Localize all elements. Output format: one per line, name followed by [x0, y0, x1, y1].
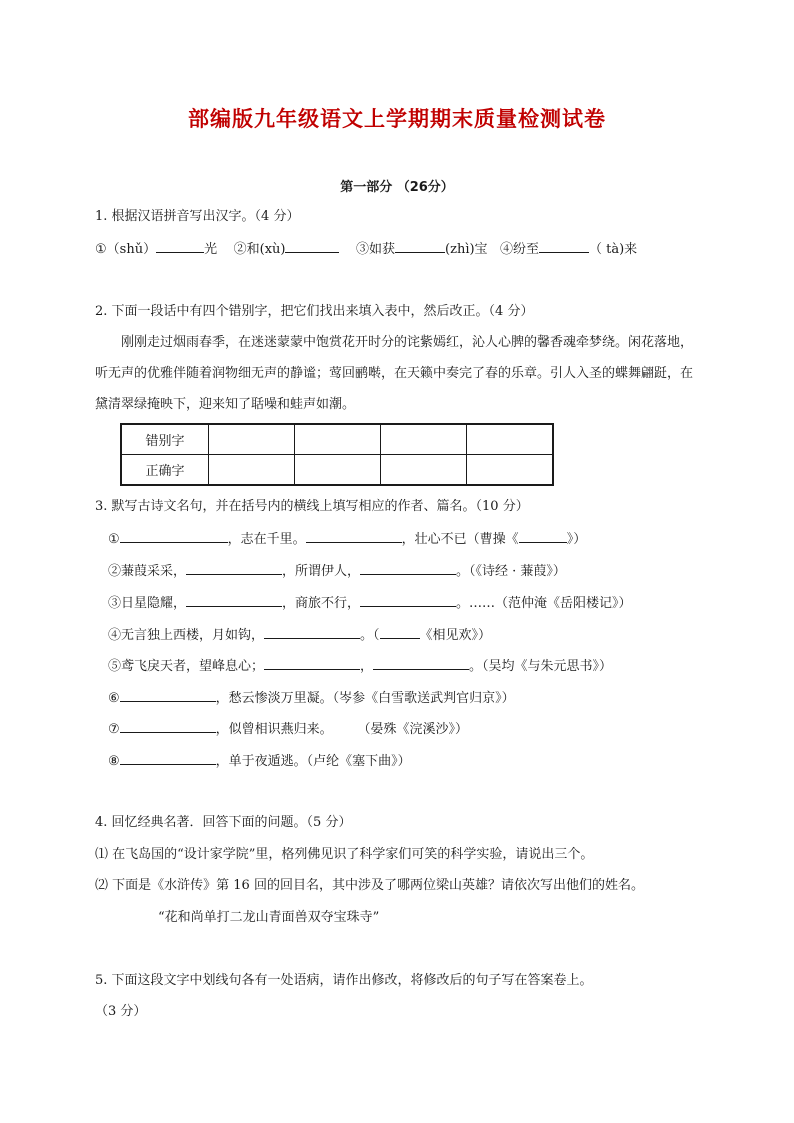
q3-text: ，所谓伊人， [282, 564, 361, 579]
q3-text: ④无言独上西楼，月如钩， [108, 628, 265, 643]
q3-text: ， [360, 659, 374, 674]
typo-cell[interactable] [295, 455, 381, 486]
q3-blank[interactable] [373, 655, 469, 670]
q3-text: ，商旅不行， [282, 596, 361, 611]
q3-text: ⑦ [108, 722, 120, 737]
q3-blank[interactable] [186, 592, 282, 607]
q1-blank-4[interactable] [539, 238, 589, 253]
q3-blank[interactable] [120, 687, 216, 702]
q3-text: 《相见欢》） [419, 628, 492, 643]
q2-paragraph: 刚刚走过烟雨春季，在迷迷蒙蒙中饱赏花开时分的诧紫嫣红，沁人心脾的馨香魂牵梦绕。闲花落地，听无声的优雅伴随着润物细无声的静谧；莺回鹂啭，在天籁中奏完了春的乐章。引人入圣的蝶舞翩跹，在黛清翠绿掩映下，迎来知了聒噪和蛙声如潮。 [95, 335, 694, 412]
q3-text: 。……（范仲淹《岳阳楼记》） [456, 596, 632, 611]
q3-line-3 [108, 592, 632, 614]
q3-text: ③日星隐耀， [108, 596, 187, 611]
q4-sub2: ⑵ 下面是《水浒传》第 16 回的回目名，其中涉及了哪两位梁山英雄？请依次写出他们的姓名。 [95, 878, 644, 893]
part-title: 第一部分 （26分） [340, 180, 454, 195]
q4-stem: 4. 回忆经典名著．回答下面的问题。（5 分） [95, 815, 352, 830]
q1-item3-prefix: ③如获 [356, 242, 396, 257]
q3-blank[interactable] [264, 655, 360, 670]
q3-text: 》） [566, 532, 587, 547]
page-title: 部编版九年级语文上学期期末质量检测试卷 [188, 107, 606, 131]
q3-text: 。（吴均《与朱元思书》） [469, 659, 613, 674]
q3-text: ⑧ [108, 754, 120, 769]
q3-text: ，单于夜遁逃。（卢纶《塞下曲》） [215, 754, 411, 769]
q4-sub1: ⑴ 在飞岛国的“设计家学院”里，格列佛见识了科学家们可笑的科学实验，请说出三个。 [95, 847, 594, 862]
q3-blank[interactable] [120, 528, 228, 543]
q5-stem: 5. 下面这段文字中划线句各有一处语病，请作出修改，将修改后的句子写在答案卷上。 [95, 973, 593, 988]
q3-blank[interactable] [380, 624, 420, 639]
typo-cell[interactable] [209, 455, 295, 486]
typo-row-wrong [121, 424, 553, 455]
q3-line-8 [108, 750, 411, 772]
typo-table [120, 423, 554, 486]
q3-blank[interactable] [264, 624, 360, 639]
q1-blank-1[interactable] [156, 238, 204, 253]
q1-items [95, 238, 637, 260]
typo-cell[interactable] [295, 424, 381, 455]
q3-blank[interactable] [120, 718, 216, 733]
q3-blank[interactable] [360, 560, 456, 575]
typo-cell[interactable] [467, 455, 554, 486]
q3-blank[interactable] [519, 528, 567, 543]
q3-text: ⑤鸢飞戾天者，望峰息心； [108, 659, 265, 674]
q3-text: ②蒹葭采采， [108, 564, 187, 579]
q4-quote: “花和尚单打二龙山青面兽双夺宝珠寺” [158, 910, 380, 925]
q3-stem: 3. 默写古诗文名句，并在括号内的横线上填写相应的作者、篇名。（10 分） [95, 499, 529, 514]
typo-cell[interactable] [381, 455, 467, 486]
q3-text: ，志在千里。 [227, 532, 306, 547]
q5-points: （3 分） [95, 1004, 147, 1019]
q3-line-7 [108, 718, 468, 740]
q3-blank[interactable] [360, 592, 456, 607]
q3-blank[interactable] [186, 560, 282, 575]
q3-blank[interactable] [306, 528, 402, 543]
q1-stem: 1. 根据汉语拼音写出汉字。（4 分） [95, 209, 300, 224]
q3-text: ① [108, 532, 120, 547]
q1-blank-2[interactable] [285, 238, 339, 253]
q1-item1-suffix: 光 [204, 242, 218, 257]
q1-item2-prefix: ②和(xù) [233, 242, 286, 257]
q1-item4-prefix: ④纷至 [499, 242, 539, 257]
q3-text: 。（《诗经 · 蒹葭》） [456, 564, 566, 579]
typo-cell[interactable] [381, 424, 467, 455]
q3-text: ，壮心不已（曹操《 [401, 532, 519, 547]
q3-text: 。（ [360, 628, 380, 643]
q3-line-4 [108, 624, 491, 646]
q1-item3-suffix: (zhì)宝 [445, 242, 488, 257]
q3-line-6 [108, 687, 515, 709]
q3-text: ，似曾相识燕归来。 [215, 722, 333, 737]
q3-line-5 [108, 655, 612, 677]
q3-line-1 [108, 528, 586, 550]
q3-line-2 [108, 560, 566, 582]
q3-text: ⑥ [108, 691, 120, 706]
typo-row-label: 正确字 [121, 455, 209, 486]
q1-item4-suffix: （ tà)来 [588, 242, 638, 257]
q2-stem: 2. 下面一段话中有四个错别字，把它们找出来填入表中，然后改正。（4 分） [95, 304, 534, 319]
typo-cell[interactable] [467, 424, 554, 455]
q3-text: （晏殊《浣溪沙》） [357, 722, 468, 737]
q1-blank-3[interactable] [395, 238, 445, 253]
q3-blank[interactable] [120, 750, 216, 765]
typo-cell[interactable] [209, 424, 295, 455]
q3-text: ，愁云惨淡万里凝。（岑参《白雪歌送武判官归京》） [215, 691, 515, 706]
q1-item1-prefix: ①（shǔ） [95, 242, 157, 257]
typo-row-label: 错别字 [121, 424, 209, 455]
typo-row-correct [121, 455, 553, 486]
